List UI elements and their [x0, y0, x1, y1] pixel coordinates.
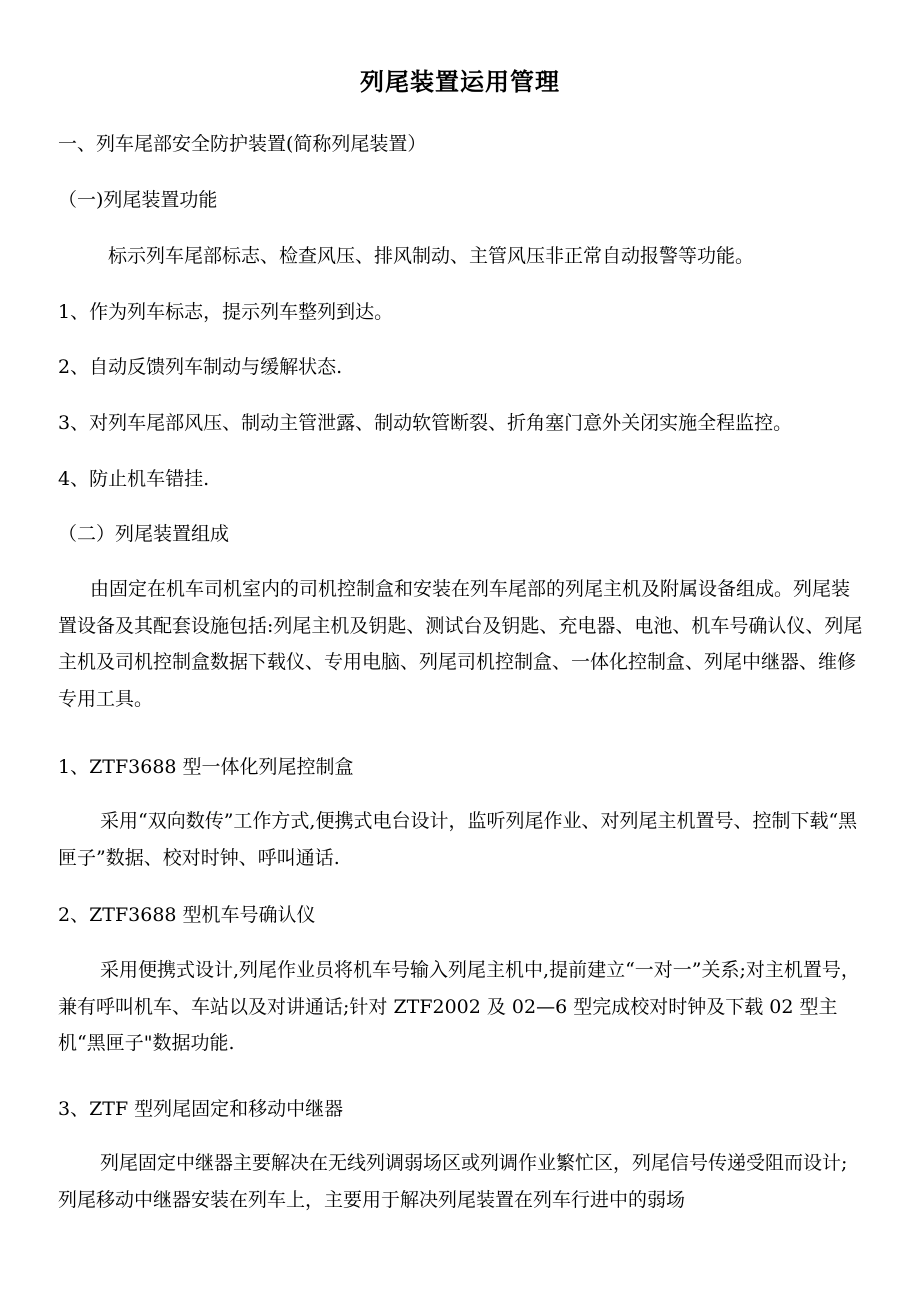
list-item: 2、自动反馈列车制动与缓解状态. — [58, 356, 343, 378]
list-item: 3、对列车尾部风压、制动主管泄露、制动软管断裂、折角塞门意外关闭实施全程监控。 — [58, 412, 793, 434]
subsection-heading: （二）列尾装置组成 — [58, 523, 230, 545]
list-item: 1、作为列车标志，提示列车整列到达。 — [58, 301, 394, 323]
paragraph: 采用“双向数传”工作方式,便携式电台设计，监听列尾作业、对列尾主机置号、控制下载“黑匣子”数据、校对时钟、呼叫通话. — [58, 810, 858, 869]
list-item-heading: 3、ZTF 型列尾固定和移动中继器 — [58, 1098, 344, 1120]
subsection-heading: （一)列尾装置功能 — [58, 189, 218, 211]
document-title: 列尾装置运用管理 — [360, 68, 560, 96]
list-item-heading: 1、ZTF3688 型一体化列尾控制盒 — [58, 756, 354, 778]
paragraph: 标示列车尾部标志、检查风压、排风制动、主管风压非正常自动报警等功能。 — [108, 245, 755, 267]
list-item: 4、防止机车错挂. — [58, 468, 210, 490]
paragraph: 列尾固定中继器主要解决在无线列调弱场区或列调作业繁忙区，列尾信号传递受阻而设计;列尾移动中继器安装在列车上，主要用于解决列尾装置在列车行进中的弱场 — [58, 1152, 848, 1211]
list-item-heading: 2、ZTF3688 型机车号确认仪 — [58, 904, 316, 926]
paragraph: 由固定在机车司机室内的司机控制盒和安装在列车尾部的列尾主机及附属设备组成。列尾装置设备及其配套设施包括:列尾主机及钥匙、测试台及钥匙、充电器、电池、机车号确认仪、列尾主机及司机控制盒数据下载仪、专用电脑、列尾司机控制盒、一体化控制盒、列尾中继器、维修专用工具。 — [58, 578, 863, 710]
section-heading: 一、列车尾部安全防护装置(简称列尾装置） — [58, 133, 427, 155]
paragraph: 采用便携式设计,列尾作业员将机车号输入列尾主机中,提前建立“一对一”关系;对主机置号，兼有呼叫机车、车站以及对讲通话;针对 ZTF2002 及 02—6 型完成校对时钟及下载 02 型主机“黑匣子"数据功能. — [58, 959, 860, 1054]
